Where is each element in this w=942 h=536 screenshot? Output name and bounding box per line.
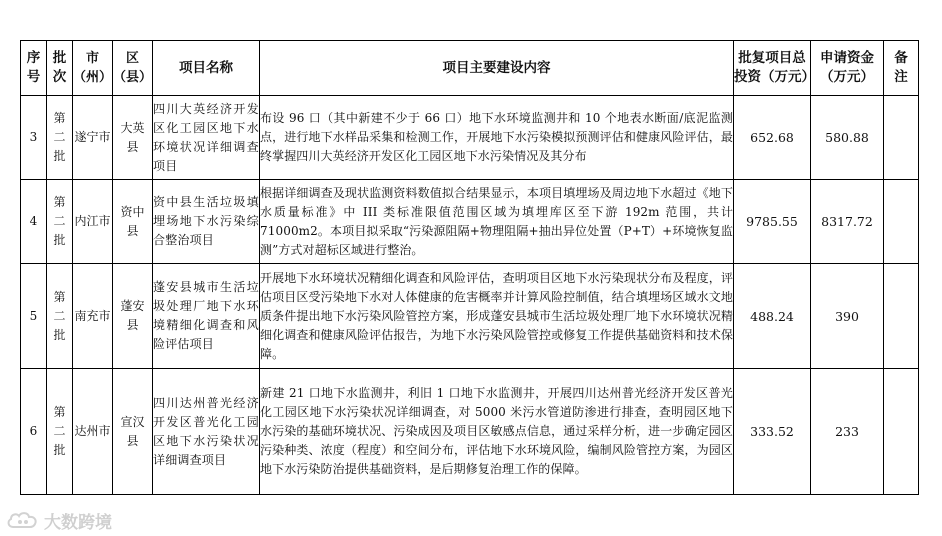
- header-batch: 批 次: [47, 41, 73, 96]
- header-city: 市 （州）: [73, 41, 113, 96]
- cell-district: 蓬安 县: [113, 264, 153, 369]
- header-content: 项目主要建设内容: [260, 41, 734, 96]
- cell-applied: 8317.72: [811, 180, 884, 264]
- cell-content: 开展地下水环境状况精细化调查和风险评估，查明项目区地下水污染现状分布及程度，评估项目区受污染地下水对人体健康的危害概率并计算风险控制值，结合填埋场区域水文地质条件提出地下水污染风险管控方案，形成蓬安县城市生活垃圾处理厂地下水环境状况精细化调查和健康风险评估报告，为地下水污染风险管控或修复工作提供基础资料和技术保障。: [260, 264, 734, 369]
- watermark-text: 大数跨境: [44, 513, 112, 533]
- cell-seq: 4: [21, 180, 47, 264]
- cell-batch: 第 二 批: [47, 264, 73, 369]
- cell-approved: 333.52: [734, 369, 811, 495]
- cell-approved: 9785.55: [734, 180, 811, 264]
- table-row: [21, 264, 919, 369]
- cell-seq: 6: [21, 369, 47, 495]
- header-applied: 申请资金 （万元）: [811, 41, 884, 96]
- header-approved: 批复项目总 投资（万元）: [734, 41, 811, 96]
- cell-remark: [884, 369, 919, 495]
- cell-project-name: 四川大英经济开发区化工园区地下水环境状况详细调查项目: [153, 96, 260, 180]
- header-remark: 备 注: [884, 41, 919, 96]
- cell-applied: 233: [811, 369, 884, 495]
- cell-applied: 390: [811, 264, 884, 369]
- cell-city: 南充市: [73, 264, 113, 369]
- cell-project-name: 四川达州普光经济开发区普光化工园区地下水污染状况详细调查项目: [153, 369, 260, 495]
- cell-content: 布设 96 口（其中新建不少于 66 口）地下水环境监测井和 10 个地表水断面/底泥监测点，进行地下水样品采集和检测工作，开展地下水污染模拟预测评估和健康风险评估，最终掌握四川大英经济开发区化工园区地下水污染情况及其分布: [260, 96, 734, 180]
- cell-district: 大英 县: [113, 96, 153, 180]
- header-row: [21, 41, 919, 96]
- cloud-logo-icon: [6, 511, 40, 531]
- header-district: 区 （县）: [113, 41, 153, 96]
- cell-project-name: 蓬安县城市生活垃圾处理厂地下水环境精细化调查和风险评估项目: [153, 264, 260, 369]
- cell-seq: 3: [21, 96, 47, 180]
- cell-city: 内江市: [73, 180, 113, 264]
- cell-approved: 488.24: [734, 264, 811, 369]
- cell-seq: 5: [21, 264, 47, 369]
- cell-district: 资中 县: [113, 180, 153, 264]
- cell-content: 新建 21 口地下水监测井，利旧 1 口地下水监测井，开展四川达州普光经济开发区普光化工园区地下水污染状况详细调查，对 5000 米污水管道防渗进行排查，查明园区地下水污染的基础环境状况、污染成因及项目区敏感点信息，通过采样分析，进一步确定园区污染种类、浓度（程度）和空间分布，评估地下水环境风险，编制风险管控方案，为园区地下水污染防治提供基础资料，是后期修复治理工作的保障。: [260, 369, 734, 495]
- cell-remark: [884, 96, 919, 180]
- cell-remark: [884, 264, 919, 369]
- cell-applied: 580.88: [811, 96, 884, 180]
- cell-remark: [884, 180, 919, 264]
- table-row: [21, 369, 919, 495]
- cell-batch: 第 二 批: [47, 369, 73, 495]
- header-project-name: 项目名称: [153, 41, 260, 96]
- table-row: [21, 180, 919, 264]
- cell-city: 达州市: [73, 369, 113, 495]
- cell-approved: 652.68: [734, 96, 811, 180]
- watermark: [6, 508, 112, 533]
- cell-batch: 第 二 批: [47, 180, 73, 264]
- table-row: [21, 96, 919, 180]
- header-seq: 序 号: [21, 41, 47, 96]
- cell-district: 宣汉 县: [113, 369, 153, 495]
- cell-project-name: 资中县生活垃圾填埋场地下水污染综合整治项目: [153, 180, 260, 264]
- project-table: [20, 40, 919, 495]
- cell-city: 遂宁市: [73, 96, 113, 180]
- cell-content: 根据详细调查及现状监测资料数值拟合结果显示，本项目填埋场及周边地下水超过《地下水质量标准》中 III 类标准限值范围区域为填埋库区至下游 192m 范围，共计 71000m2。本项目拟采取“污染源阻隔+物理阻隔+抽出异位处置（P+T）+环境恢复监测”方式对超标区域进行整治。: [260, 180, 734, 264]
- cell-batch: 第 二 批: [47, 96, 73, 180]
